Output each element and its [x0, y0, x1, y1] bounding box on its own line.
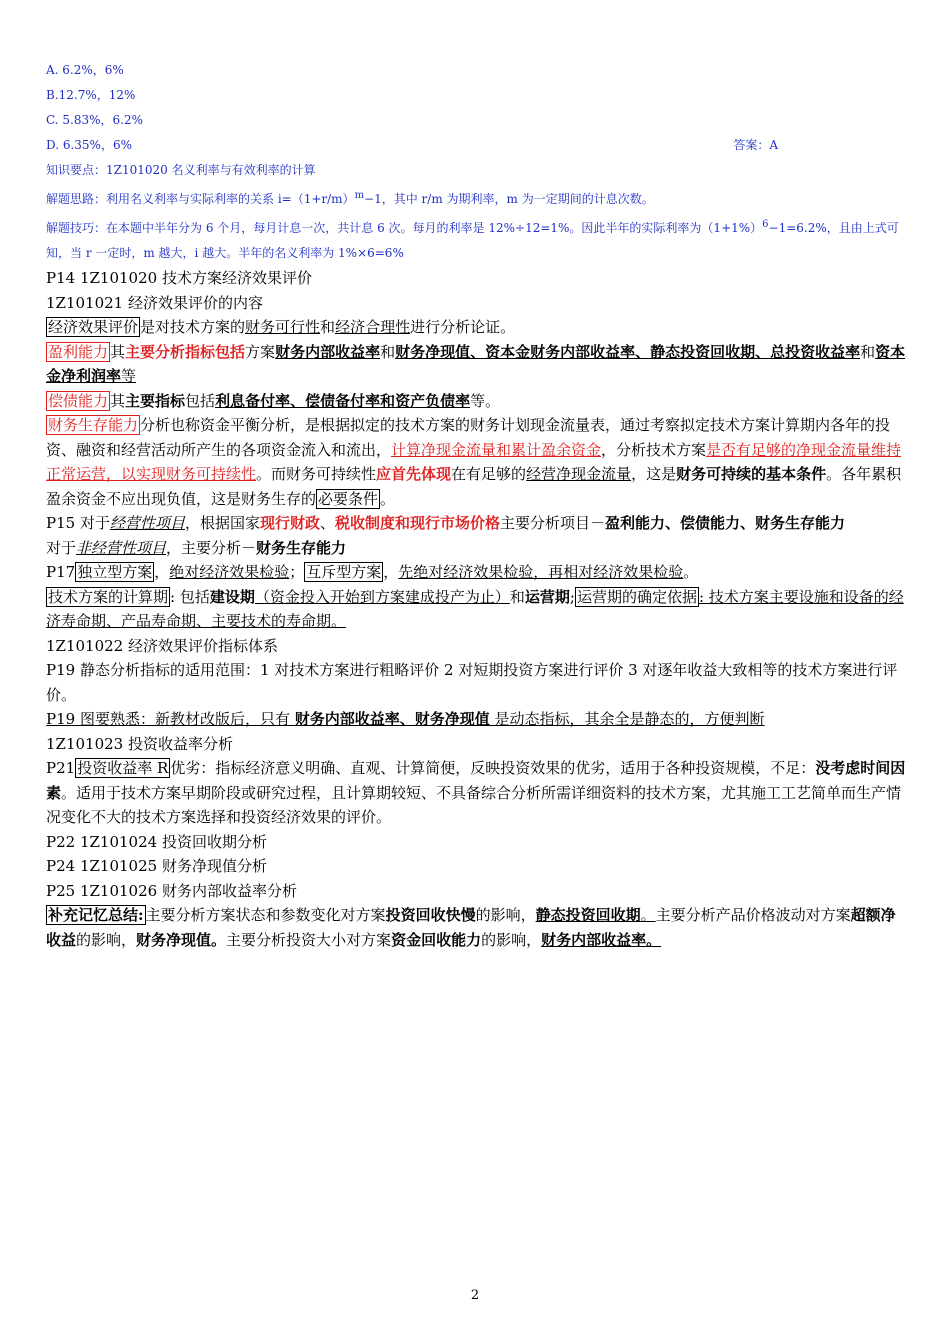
line-p19-figure — [46, 707, 908, 732]
text: : 包括 — [170, 587, 210, 606]
text-bold: 财务净现值。 — [136, 930, 227, 949]
line-p15-nonoperating — [46, 536, 908, 561]
term-necessary-condition: 必要条件 — [318, 489, 379, 508]
term-solvency-ratios: 利息备付率、偿债备付率和资产负债率 — [215, 391, 471, 410]
text-bold: 运营期 — [524, 587, 570, 606]
technique-text-end: −1=6.2%，且由上式可知，当 r 一定时，m 越大，i 越大。半年的名义利率为 1%×6=6% — [46, 221, 899, 260]
text: 是对技术方案的 — [140, 318, 246, 336]
text-underline: : 技术方案主要设施和设备的经济寿命期、产品寿命期、主要技术的寿命期。 — [46, 587, 904, 630]
text-bold: 财务内部收益率、财务净现值 — [294, 710, 490, 728]
line-p17 — [46, 560, 908, 585]
term-financial-feasibility: 财务可行性 — [245, 318, 321, 336]
text: ; — [569, 587, 575, 606]
text: P15 对于 — [46, 514, 110, 532]
text: ， — [383, 563, 399, 581]
text-bold: 静态投资回收期 — [535, 906, 641, 924]
text-underline: （资金投入开始到方案建成投产为止） — [254, 587, 510, 606]
term-indicators: 财务净现值、资本金财务内部收益率、静态投资回收期、总投资收益率 — [395, 342, 861, 361]
option-d: D. 6.35%，6% — [46, 138, 132, 152]
term-roe: 资本金净利润率 — [46, 342, 906, 385]
term-economic-rationality: 经济合理性 — [335, 318, 411, 336]
text: 其 — [110, 342, 126, 361]
text: ，分析技术方案 — [601, 440, 707, 459]
text: ， — [154, 563, 170, 581]
text-red: 应首先体现 — [376, 465, 452, 483]
option-c: C. 5.83%，6.2% — [46, 113, 143, 127]
text-bold: 没考虑时间因素 — [46, 759, 906, 802]
text: 。 — [640, 906, 656, 924]
text: 。 — [683, 563, 699, 581]
solution-approach — [46, 183, 908, 212]
term-summary: 补充记忆总结: — [48, 906, 144, 924]
text: 和 — [860, 342, 876, 361]
page-number: 2 — [470, 1288, 480, 1303]
heading-1z101022: 1Z101022 经济效果评价指标体系 — [46, 636, 278, 655]
text: P17 — [46, 563, 76, 581]
text: 等。 — [470, 391, 501, 410]
option-b: B.12.7%，12% — [46, 88, 136, 102]
term-mutually-exclusive-plan: 互斥型方案 — [306, 563, 382, 581]
text-red: 计算净现金流量和累计盈余资金 — [391, 440, 602, 459]
approach-text: 解题思路：利用名义利率与实际利率的关系 i=（1+r/m） — [46, 192, 355, 206]
solution-technique — [46, 212, 908, 266]
line-p21 — [46, 756, 908, 830]
text: 。 — [380, 489, 396, 508]
answer: 答案：A — [733, 138, 778, 152]
text: 和 — [509, 587, 525, 606]
text-underline: 经营净现金流量 — [526, 465, 632, 483]
option-a: A. 6.2%，6% — [46, 63, 124, 77]
heading-1z101021: 1Z101021 经济效果评价的内容 — [46, 293, 263, 312]
line-p19-static: P19 静态分析指标的适用范围：1 对技术方案进行粗略评价 2 对短期投资方案进行评价 3 对逐年收益大致相等的技术方案进行评价。 — [46, 661, 898, 704]
heading-p14: P14 1Z101020 技术方案经济效果评价 — [46, 269, 312, 287]
text: 、 — [320, 514, 336, 532]
term-calculation-period: 技术方案的计算期 — [48, 587, 169, 606]
text-red: 税收制度和现行市场价格 — [335, 514, 501, 532]
text: ，根据国家 — [184, 514, 260, 532]
text-bold: 投资回收快慢 — [385, 906, 476, 924]
text: 主要分析投资大小对方案 — [226, 930, 392, 949]
option-d-row — [46, 133, 908, 158]
term-nonoperating-project: 非经营性项目 — [76, 538, 167, 557]
text: 其 — [110, 391, 126, 410]
text-bold: 主要指标 — [125, 391, 186, 410]
line-profitability — [46, 340, 908, 389]
text-bold: 超额净收益 — [46, 906, 896, 949]
text-bold: 财务内部收益率。 — [541, 930, 662, 949]
text: ； — [289, 563, 305, 581]
text: 。适用于技术方案早期阶段或研究过程，且计算期较短、不具备综合分析所需详细资料的技术方案，尤其施工工艺简单而生产情况变化不大的技术方案选择和投资经济效果的评价。 — [46, 783, 902, 826]
text: 方案 — [245, 342, 276, 361]
text: 的影响， — [475, 906, 536, 924]
text: 和 — [320, 318, 336, 336]
knowledge-point: 知识要点：1Z101020 名义利率与有效利率的计算 — [46, 163, 316, 177]
text-red: 主要分析指标包括 — [125, 342, 246, 361]
heading-p24: P24 1Z101025 财务净现值分析 — [46, 857, 267, 875]
text: 的影响， — [76, 930, 137, 949]
text-underline: 先绝对经济效果检验，再相对经济效果检验 — [398, 563, 684, 581]
term-firr: 财务内部收益率 — [275, 342, 381, 361]
text-red: 是否有足够的净现金流量维持正常运营，以实现财务可持续性 — [46, 440, 902, 483]
text: 主要分析方案状态和参数变化对方案 — [145, 906, 386, 924]
line-survival — [46, 413, 908, 511]
approach-exponent: m — [354, 190, 365, 201]
text-bold: 盈利能力、偿债能力、财务生存能力 — [605, 514, 846, 532]
text: 进行分析论证。 — [410, 318, 516, 336]
text-bold: 财务可持续的基本条件 — [676, 465, 827, 483]
term-operation-basis: 运营期的确定依据 — [576, 587, 697, 606]
term-roi: 投资收益率 R — [77, 759, 169, 777]
term-profitability: 盈利能力 — [48, 342, 109, 361]
text: 在有足够的 — [451, 465, 527, 483]
text: 。各年累积盈余资金不应出现负值，这是财务生存的 — [46, 465, 902, 508]
approach-text-end: −1，其中 r/m 为期利率，m 为一定期间的计息次数。 — [364, 192, 654, 206]
text: 优劣：指标经济意义明确、直观、计算简便，反映投资效果的优劣，适用于各种投资规模，不足： — [170, 759, 816, 777]
text: ，主要分析－ — [166, 538, 257, 557]
text-bold: 资金回收能力 — [391, 930, 482, 949]
heading-1z101023: 1Z101023 投资收益率分析 — [46, 734, 233, 753]
text: 和 — [380, 342, 396, 361]
heading-p22: P22 1Z101024 投资回收期分析 — [46, 832, 267, 851]
line-solvency — [46, 389, 908, 414]
text: ，这是 — [631, 465, 677, 483]
line-calculation-period — [46, 585, 908, 634]
text-bold: 建设期 — [209, 587, 255, 606]
text: 的影响， — [481, 930, 542, 949]
text: 。而财务可持续性 — [256, 465, 377, 483]
line-economic-evaluation — [46, 315, 908, 340]
term-operating-project: 经营性项目 — [109, 514, 185, 532]
line-p15-operating — [46, 511, 908, 536]
term-financial-survival: 财务生存能力 — [48, 416, 139, 434]
text-red: 现行财政 — [259, 514, 320, 532]
term-economic-evaluation: 经济效果评价 — [48, 318, 139, 336]
technique-exponent: 6 — [762, 219, 769, 230]
text: P19 图要熟悉：新教材改版后，只有 — [46, 710, 295, 728]
text: 主要分析项目－ — [500, 514, 606, 532]
text: 包括 — [185, 391, 216, 410]
text: 对于 — [46, 538, 77, 557]
document-page — [46, 58, 908, 952]
text: 分析也称资金平衡分析，是根据拟定的技术方案的财务计划现金流量表，通过考察拟定技术方案计算期内各年的投资、融资和经营活动所产生的各项资金流入和流出， — [46, 416, 891, 459]
text: 等 — [121, 367, 137, 385]
text-underline: 绝对经济效果检验 — [169, 563, 290, 581]
text: P21 — [46, 759, 76, 777]
line-summary — [46, 903, 908, 952]
technique-text: 解题技巧：在本题中半年分为 6 个月，每月计息一次，共计息 6 次。每月的利率是 12%÷12=1%。因此半年的实际利率为（1+1%） — [46, 221, 763, 235]
text: 是动态指标，其余全是静态的，方便判断 — [489, 710, 765, 728]
text: 主要分析产品价格波动对方案 — [655, 906, 851, 924]
text-bold: 财务生存能力 — [256, 538, 347, 557]
term-independent-plan: 独立型方案 — [77, 563, 153, 581]
heading-p25: P25 1Z101026 财务内部收益率分析 — [46, 881, 297, 900]
term-solvency: 偿债能力 — [48, 391, 109, 410]
